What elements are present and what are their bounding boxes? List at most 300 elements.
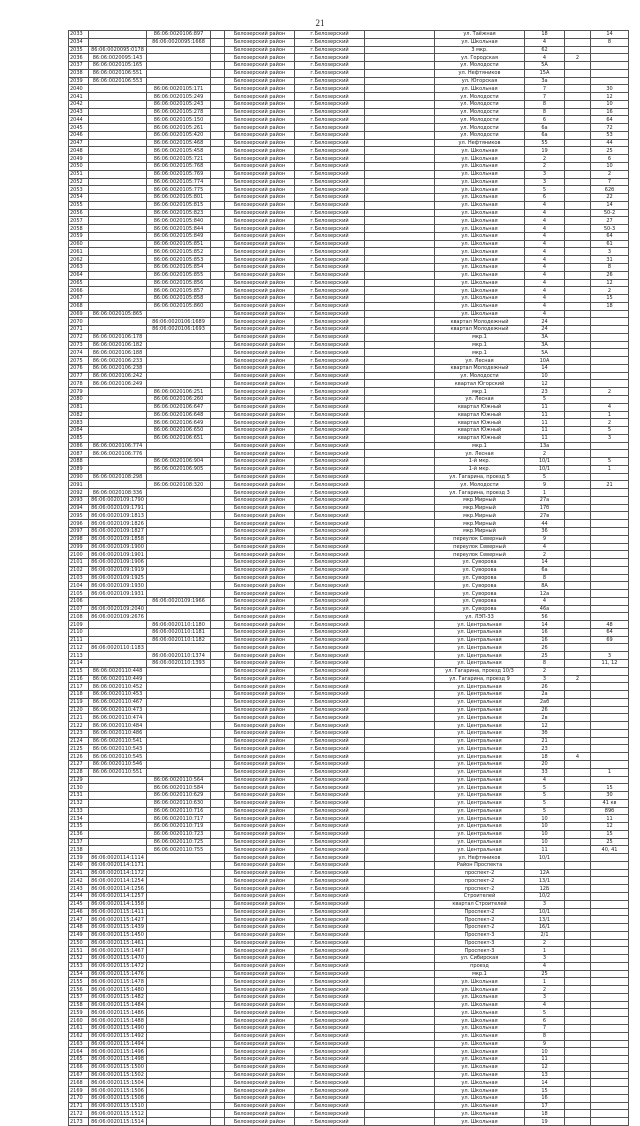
district-cell: Белозерский район [225,186,295,194]
cadastral-building: 86:06:0020110:717 [147,815,211,823]
district-cell: Белозерский район [225,776,295,784]
building-cell [565,271,591,279]
street-cell: ул. Лесная [435,395,525,403]
cadastral-building [147,566,211,574]
locality-cell [365,551,435,559]
building-cell [565,861,591,869]
street-cell: ул. Лесная [435,450,525,458]
building-cell [565,263,591,271]
cadastral-land [89,116,147,124]
spacer-cell [211,69,225,77]
spacer-cell [211,465,225,473]
spacer-cell [211,574,225,582]
locality-cell [365,1009,435,1017]
row-number: 2043 [69,108,89,116]
apartment-cell [591,916,629,924]
apartment-cell [591,698,629,706]
spacer-cell [211,1009,225,1017]
row-number: 2140 [69,861,89,869]
town-cell: г.Белозерский [295,644,365,652]
apartment-cell [591,574,629,582]
cadastral-building: 86:06:0020106:650 [147,427,211,435]
spacer-cell [211,225,225,233]
building-cell [565,201,591,209]
cadastral-land [89,481,147,489]
locality-cell [365,93,435,101]
district-cell: Белозерский район [225,1110,295,1118]
locality-cell [365,1032,435,1040]
house-cell: 10 [525,838,565,846]
district-cell: Белозерский район [225,597,295,605]
row-number: 2068 [69,302,89,310]
building-cell [565,986,591,994]
spacer-cell [211,108,225,116]
cadastral-building: 86:06:0020105:243 [147,100,211,108]
spacer-cell [211,271,225,279]
street-cell: ул. Центральная [435,636,525,644]
cadastral-building [147,900,211,908]
district-cell: Белозерский район [225,170,295,178]
apartment-cell [591,683,629,691]
cadastral-building [147,613,211,621]
cadastral-building [147,683,211,691]
cadastral-building [147,380,211,388]
spacer-cell [211,815,225,823]
house-cell: 23 [525,388,565,396]
building-cell [565,364,591,372]
street-cell: ул. Школьная [435,302,525,310]
table-row [69,776,629,784]
town-cell: г.Белозерский [295,186,365,194]
building-cell [565,341,591,349]
building-cell [565,489,591,497]
spacer-cell [211,178,225,186]
apartment-cell [591,1048,629,1056]
district-cell: Белозерский район [225,232,295,240]
row-number: 2104 [69,582,89,590]
district-cell: Белозерский район [225,349,295,357]
cadastral-land [89,139,147,147]
apartment-cell [591,489,629,497]
row-number: 2060 [69,240,89,248]
district-cell: Белозерский район [225,240,295,248]
locality-cell [365,419,435,427]
town-cell: г.Белозерский [295,877,365,885]
house-cell: 14 [525,364,565,372]
street-cell: мкр.1 [435,341,525,349]
house-cell: 3 [525,170,565,178]
locality-cell [365,62,435,70]
district-cell: Белозерский район [225,1118,295,1126]
locality-cell [365,908,435,916]
house-cell: 26 [525,683,565,691]
town-cell: г.Белозерский [295,520,365,528]
apartment-cell [591,380,629,388]
house-cell: 5 [525,186,565,194]
street-cell: квартал Молодежный [435,318,525,326]
locality-cell [365,916,435,924]
cadastral-building: 86:06:0020105:823 [147,209,211,217]
house-cell: 2 [525,450,565,458]
district-cell: Белозерский район [225,892,295,900]
cadastral-land [89,201,147,209]
town-cell: г.Белозерский [295,1001,365,1009]
town-cell: г.Белозерский [295,760,365,768]
spacer-cell [211,442,225,450]
district-cell: Белозерский район [225,1056,295,1064]
apartment-cell: 1 [591,768,629,776]
house-cell: 8А [525,582,565,590]
town-cell: г.Белозерский [295,295,365,303]
apartment-cell [591,776,629,784]
district-cell: Белозерский район [225,962,295,970]
row-number: 2047 [69,139,89,147]
street-cell: ул. Школьная [435,155,525,163]
cadastral-building [147,1032,211,1040]
spacer-cell [211,326,225,334]
cadastral-building [147,349,211,357]
table-row [69,528,629,536]
cadastral-building: 86:06:0020105:849 [147,232,211,240]
street-cell: ул. Гагарина, проезд 3 [435,489,525,497]
town-cell: г.Белозерский [295,372,365,380]
district-cell: Белозерский район [225,722,295,730]
street-cell: ул. Центральная [435,737,525,745]
building-cell [565,217,591,225]
row-number: 2147 [69,916,89,924]
district-cell: Белозерский район [225,706,295,714]
apartment-cell: 64 [591,116,629,124]
spacer-cell [211,760,225,768]
locality-cell [365,481,435,489]
cadastral-building [147,768,211,776]
town-cell: г.Белозерский [295,838,365,846]
cadastral-land: 86:06:0020115:1472 [89,962,147,970]
street-cell: ул. Центральная [435,776,525,784]
apartment-cell: 7 [591,178,629,186]
spacer-cell [211,1040,225,1048]
spacer-cell [211,131,225,139]
cadastral-land [89,815,147,823]
town-cell: г.Белозерский [295,559,365,567]
street-cell: ул. Школьная [435,1017,525,1025]
apartment-cell: 41 кв [591,799,629,807]
house-cell: 10/1 [525,908,565,916]
cadastral-building: 86:06:0020105:860 [147,302,211,310]
town-cell: г.Белозерский [295,357,365,365]
street-cell: ул. Школьная [435,978,525,986]
spacer-cell [211,46,225,54]
apartment-cell [591,729,629,737]
town-cell: г.Белозерский [295,504,365,512]
street-cell: ул. Центральная [435,753,525,761]
house-cell: 16 [525,628,565,636]
apartment-cell: 15 [591,784,629,792]
house-cell: 4 [525,1001,565,1009]
street-cell: проезд [435,962,525,970]
table-row [69,263,629,271]
cadastral-land [89,302,147,310]
spacer-cell [211,458,225,466]
cadastral-building: 86:06:0020110:725 [147,838,211,846]
district-cell: Белозерский район [225,1001,295,1009]
row-number: 2164 [69,1048,89,1056]
street-cell: мкр.1 [435,442,525,450]
locality-cell [365,590,435,598]
locality-cell [365,745,435,753]
row-number: 2040 [69,85,89,93]
town-cell: г.Белозерский [295,465,365,473]
spacer-cell [211,504,225,512]
cadastral-building: 86:06:0020110:629 [147,792,211,800]
locality-cell [365,1040,435,1048]
cadastral-building: 86:06:0020105:774 [147,178,211,186]
spacer-cell [211,209,225,217]
cadastral-building: 86:06:0020105:278 [147,108,211,116]
building-cell [565,528,591,536]
town-cell: г.Белозерский [295,1048,365,1056]
house-cell [525,861,565,869]
house-cell: 46а [525,605,565,613]
cadastral-building [147,605,211,613]
house-cell: 10 [525,815,565,823]
house-cell: 12 [525,1063,565,1071]
row-number: 2039 [69,77,89,85]
locality-cell [365,955,435,963]
spacer-cell [211,279,225,287]
row-number: 2167 [69,1071,89,1079]
cadastral-land [89,263,147,271]
apartment-cell [591,473,629,481]
table-row [69,450,629,458]
locality-cell [365,792,435,800]
district-cell: Белозерский район [225,442,295,450]
apartment-cell [591,644,629,652]
district-cell: Белозерский район [225,248,295,256]
house-cell: 27а [525,496,565,504]
table-row [69,77,629,85]
table-row [69,46,629,54]
spacer-cell [211,77,225,85]
building-cell [565,1102,591,1110]
cadastral-building [147,520,211,528]
building-cell [565,745,591,753]
street-cell: ул. Лесная [435,357,525,365]
district-cell: Белозерский район [225,279,295,287]
cadastral-land: 86:06:0020106:249 [89,380,147,388]
locality-cell [365,644,435,652]
apartment-cell [591,737,629,745]
cadastral-land [89,830,147,838]
district-cell: Белозерский район [225,605,295,613]
apartment-cell [591,667,629,675]
apartment-cell [591,1079,629,1087]
table-row [69,1048,629,1056]
building-cell [565,93,591,101]
town-cell: г.Белозерский [295,427,365,435]
cadastral-building [147,916,211,924]
town-cell: г.Белозерский [295,411,365,419]
cadastral-land: 86:06:0020106:238 [89,364,147,372]
town-cell: г.Белозерский [295,753,365,761]
table-row [69,62,629,70]
street-cell: ул. Сибирская [435,955,525,963]
apartment-cell: 30 [591,792,629,800]
table-row [69,232,629,240]
house-cell: 4 [525,217,565,225]
apartment-cell [591,1094,629,1102]
spacer-cell [211,931,225,939]
town-cell: г.Белозерский [295,1056,365,1064]
table-row [69,900,629,908]
cadastral-building [147,1102,211,1110]
locality-cell [365,784,435,792]
spacer-cell [211,900,225,908]
apartment-cell [591,854,629,862]
table-row [69,279,629,287]
apartment-cell [591,760,629,768]
spacer-cell [211,380,225,388]
town-cell: г.Белозерский [295,1110,365,1118]
district-cell: Белозерский район [225,411,295,419]
locality-cell [365,722,435,730]
building-cell [565,427,591,435]
cadastral-building [147,364,211,372]
town-cell: г.Белозерский [295,85,365,93]
apartment-cell [591,310,629,318]
cadastral-land [89,295,147,303]
spacer-cell [211,838,225,846]
cadastral-building [147,489,211,497]
house-cell: 3А [525,333,565,341]
locality-cell [365,597,435,605]
building-cell [565,652,591,660]
building-cell [565,628,591,636]
house-cell: 4 [525,302,565,310]
cadastral-land: 86:06:0020106:774 [89,442,147,450]
district-cell: Белозерский район [225,924,295,932]
spacer-cell [211,1087,225,1095]
cadastral-building: 86:06:0020105:844 [147,225,211,233]
row-number: 2069 [69,310,89,318]
locality-cell [365,869,435,877]
town-cell: г.Белозерский [295,139,365,147]
building-cell [565,1017,591,1025]
street-cell: ул. Центральная [435,652,525,660]
district-cell: Белозерский район [225,427,295,435]
locality-cell [365,38,435,46]
spacer-cell [211,854,225,862]
building-cell [565,768,591,776]
building-cell [565,931,591,939]
street-cell: ул. Школьная [435,1102,525,1110]
town-cell: г.Белозерский [295,155,365,163]
table-row [69,760,629,768]
spacer-cell [211,613,225,621]
cadastral-building: 86:06:0020106:1693 [147,326,211,334]
town-cell: г.Белозерский [295,745,365,753]
row-number: 2109 [69,621,89,629]
apartment-cell: 31 [591,256,629,264]
spacer-cell [211,163,225,171]
spacer-cell [211,722,225,730]
house-cell: 5А [525,62,565,70]
spacer-cell [211,1102,225,1110]
row-number: 2137 [69,838,89,846]
district-cell: Белозерский район [225,419,295,427]
cadastral-land [89,621,147,629]
row-number: 2158 [69,1001,89,1009]
row-number: 2075 [69,357,89,365]
cadastral-land: 86:06:0020110:541 [89,737,147,745]
table-row [69,737,629,745]
row-number: 2120 [69,706,89,714]
spacer-cell [211,993,225,1001]
table-row [69,1071,629,1079]
district-cell: Белозерский район [225,380,295,388]
spacer-cell [211,861,225,869]
table-row [69,225,629,233]
district-cell: Белозерский район [225,729,295,737]
district-cell: Белозерский район [225,1009,295,1017]
street-cell: ул. Школьная [435,163,525,171]
spacer-cell [211,1025,225,1033]
street-cell: ул. Центральная [435,830,525,838]
locality-cell [365,962,435,970]
table-row [69,395,629,403]
house-cell: 11 [525,434,565,442]
building-cell [565,1063,591,1071]
district-cell: Белозерский район [225,1032,295,1040]
district-cell: Белозерский район [225,263,295,271]
district-cell: Белозерский район [225,364,295,372]
cadastral-land: 86:06:0020109:1790 [89,496,147,504]
cadastral-land: 86:06:0020115:1470 [89,955,147,963]
cadastral-land: 86:06:0020110:449 [89,675,147,683]
locality-cell [365,582,435,590]
apartment-cell: 4 [591,403,629,411]
apartment-cell [591,520,629,528]
table-row [69,465,629,473]
cadastral-land [89,652,147,660]
locality-cell [365,528,435,536]
locality-cell [365,799,435,807]
cadastral-building [147,706,211,714]
district-cell: Белозерский район [225,986,295,994]
cadastral-building: 86:06:0020105:261 [147,124,211,132]
locality-cell [365,807,435,815]
town-cell: г.Белозерский [295,931,365,939]
row-number: 2076 [69,364,89,372]
street-cell: ул. Молодости [435,116,525,124]
cadastral-building: 86:06:0020110:716 [147,807,211,815]
house-cell: 2аб [525,698,565,706]
cadastral-land [89,660,147,668]
cadastral-building: 86:06:0020110:723 [147,830,211,838]
district-cell: Белозерский район [225,691,295,699]
building-cell [565,124,591,132]
spacer-cell [211,333,225,341]
table-row [69,170,629,178]
town-cell: г.Белозерский [295,54,365,62]
spacer-cell [211,434,225,442]
spacer-cell [211,652,225,660]
district-cell: Белозерский район [225,69,295,77]
cadastral-building: 86:06:0020105:249 [147,93,211,101]
apartment-cell [591,892,629,900]
district-cell: Белозерский район [225,403,295,411]
district-cell: Белозерский район [225,660,295,668]
